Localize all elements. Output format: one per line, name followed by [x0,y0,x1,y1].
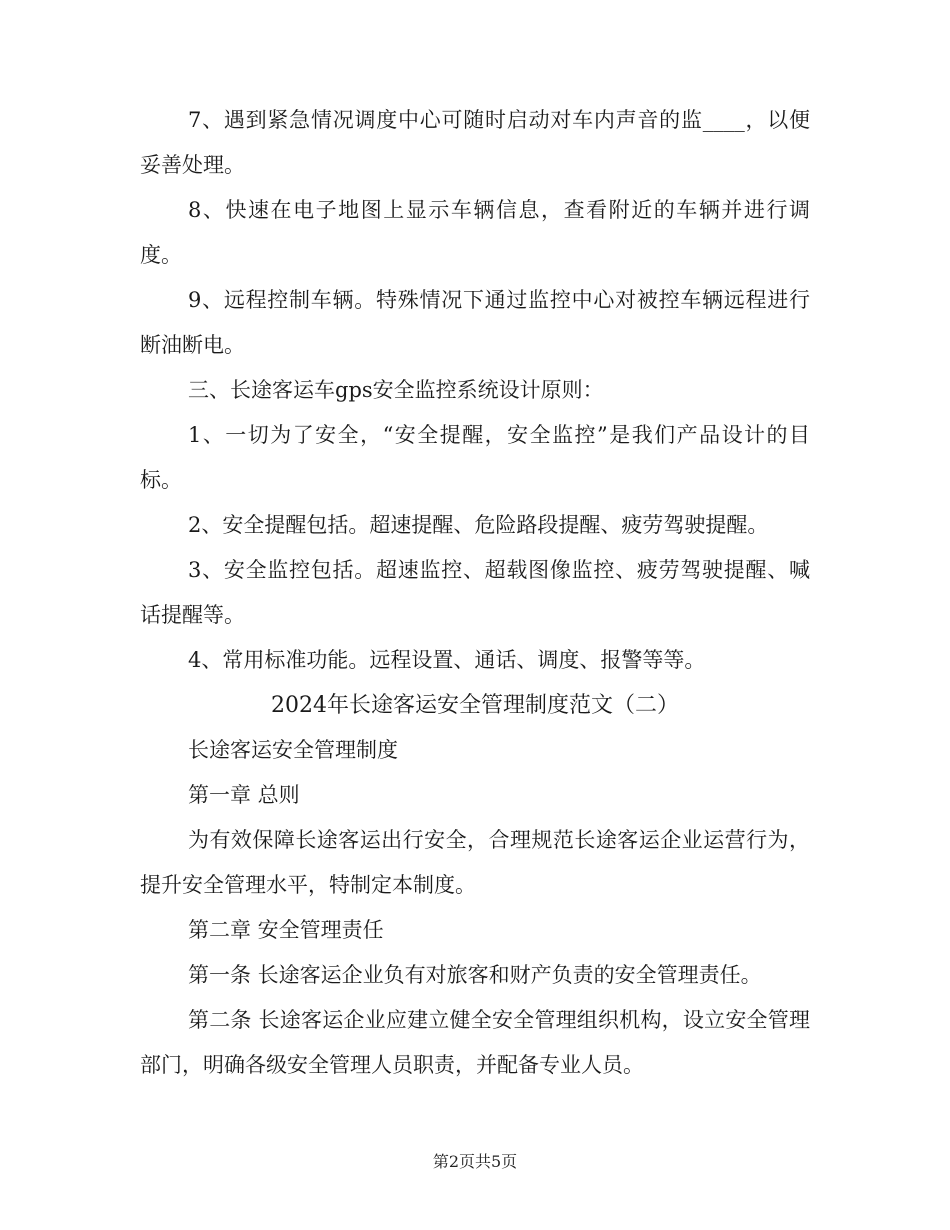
section-heading-design-principles: 三、长途客运车gps安全监控系统设计原则： [188,378,604,402]
regulation-title: 长途客运安全管理制度 [188,738,398,762]
principle-item-1: 1、一切为了安全，“安全提醒，安全监控”是我们产品设计的目标。 [140,423,810,492]
article-2-text: 第二条 长途客运企业应建立健全安全管理组织机构，设立安全管理部门，明确各级安全管理人员职责，并配备专业人员。 [140,1008,810,1077]
paragraph-item-8: 8、快速在电子地图上显示车辆信息，查看附近的车辆并进行调度。 [140,198,810,267]
principle-item-3: 3、安全监控包括。超速监控、超载图像监控、疲劳驾驶提醒、喊话提醒等。 [140,558,810,627]
chapter-2-heading: 第二章 安全管理责任 [188,918,384,942]
page-number-footer: 第2页共5页 [432,1152,518,1171]
article-1-text: 第一条 长途客运企业负有对旅客和财产负责的安全管理责任。 [188,963,762,987]
chapter-1-text: 为有效保障长途客运出行安全，合理规范长途客运企业运营行为，提升安全管理水平，特制定本制度。 [140,828,810,897]
section-title: 2024年长途客运安全管理制度范文（二） [271,693,679,718]
principle-item-4: 4、常用标准功能。远程设置、通话、调度、报警等等。 [188,648,706,672]
principle-item-2: 2、安全提醒包括。超速提醒、危险路段提醒、疲劳驾驶提醒。 [188,513,769,537]
paragraph-item-9: 9、远程控制车辆。特殊情况下通过监控中心对被控车辆远程进行断油断电。 [140,288,810,357]
document-body [140,98,810,1088]
chapter-1-heading: 第一章 总则 [188,783,300,807]
paragraph-item-7: 7、遇到紧急情况调度中心可随时启动对车内声音的监____，以便妥善处理。 [140,108,810,177]
